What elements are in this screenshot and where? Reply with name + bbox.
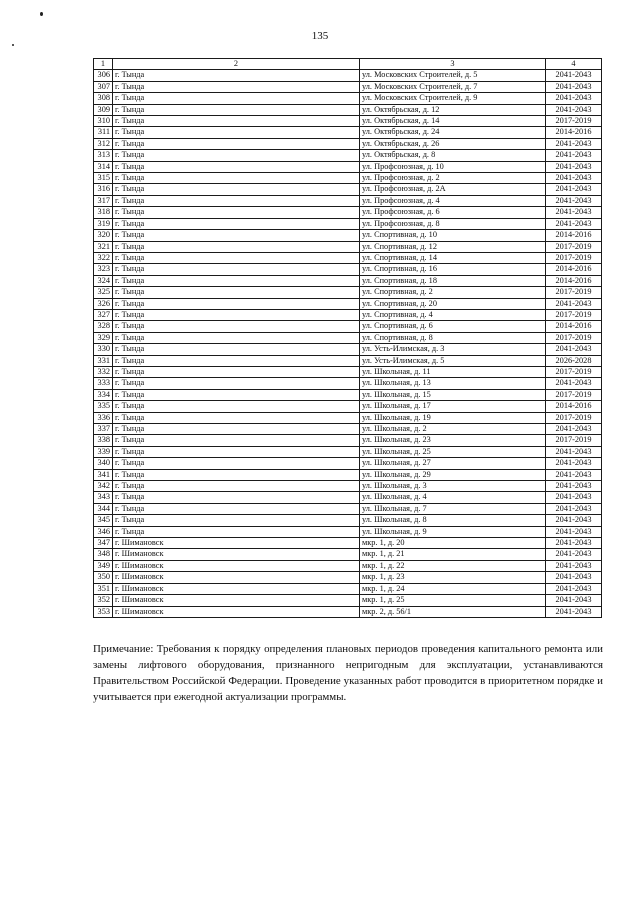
city-cell: г. Тында [113, 515, 360, 526]
address-cell: мкр. 1, д. 23 [360, 572, 546, 583]
city-cell: г. Шимановск [113, 549, 360, 560]
column-header: 1 [94, 59, 113, 70]
row-number-cell: 323 [94, 264, 113, 275]
row-number-cell: 341 [94, 469, 113, 480]
period-cell: 2041-2043 [546, 481, 602, 492]
city-cell: г. Тында [113, 321, 360, 332]
address-cell: ул. Школьная, д. 8 [360, 515, 546, 526]
table-row [94, 252, 602, 263]
table-row [94, 116, 602, 127]
address-cell: ул. Школьная, д. 19 [360, 412, 546, 423]
period-cell: 2041-2043 [546, 503, 602, 514]
city-cell: г. Шимановск [113, 583, 360, 594]
row-number-cell: 332 [94, 366, 113, 377]
row-number-cell: 334 [94, 389, 113, 400]
table-row [94, 184, 602, 195]
city-cell: г. Шимановск [113, 595, 360, 606]
address-cell: ул. Октябрьская, д. 12 [360, 104, 546, 115]
period-cell: 2041-2043 [546, 207, 602, 218]
address-cell: ул. Спортивная, д. 6 [360, 321, 546, 332]
address-cell: мкр. 1, д. 20 [360, 538, 546, 549]
table-row [94, 538, 602, 549]
city-cell: г. Тында [113, 446, 360, 457]
period-cell: 2041-2043 [546, 378, 602, 389]
address-cell: ул. Школьная, д. 13 [360, 378, 546, 389]
address-cell: ул. Спортивная, д. 14 [360, 252, 546, 263]
row-number-cell: 333 [94, 378, 113, 389]
period-cell: 2041-2043 [546, 446, 602, 457]
period-cell: 2017-2019 [546, 241, 602, 252]
address-cell: ул. Школьная, д. 17 [360, 401, 546, 412]
table-row [94, 583, 602, 594]
row-number-cell: 308 [94, 93, 113, 104]
period-cell: 2041-2043 [546, 344, 602, 355]
row-number-cell: 352 [94, 595, 113, 606]
address-cell: ул. Октябрьская, д. 26 [360, 138, 546, 149]
table-row [94, 389, 602, 400]
table-row [94, 458, 602, 469]
table-row [94, 412, 602, 423]
address-cell: ул. Школьная, д. 4 [360, 492, 546, 503]
city-cell: г. Тында [113, 401, 360, 412]
row-number-cell: 345 [94, 515, 113, 526]
period-cell: 2017-2019 [546, 116, 602, 127]
city-cell: г. Тында [113, 252, 360, 263]
table-row [94, 138, 602, 149]
scan-speck [40, 12, 43, 16]
address-cell: ул. Профсоюзная, д. 10 [360, 161, 546, 172]
row-number-cell: 347 [94, 538, 113, 549]
city-cell: г. Тында [113, 218, 360, 229]
city-cell: г. Шимановск [113, 538, 360, 549]
address-cell: ул. Школьная, д. 23 [360, 435, 546, 446]
row-number-cell: 353 [94, 606, 113, 617]
table-row [94, 127, 602, 138]
address-cell: ул. Спортивная, д. 10 [360, 230, 546, 241]
table-row [94, 241, 602, 252]
table-row [94, 309, 602, 320]
period-cell: 2041-2043 [546, 298, 602, 309]
address-cell: ул. Спортивная, д. 4 [360, 309, 546, 320]
city-cell: г. Тында [113, 355, 360, 366]
period-cell: 2041-2043 [546, 583, 602, 594]
address-cell: ул. Школьная, д. 3 [360, 481, 546, 492]
period-cell: 2041-2043 [546, 595, 602, 606]
table-header-row [94, 59, 602, 70]
table-row [94, 401, 602, 412]
city-cell: г. Тында [113, 184, 360, 195]
address-cell: ул. Школьная, д. 2 [360, 424, 546, 435]
city-cell: г. Тында [113, 195, 360, 206]
address-cell: мкр. 1, д. 22 [360, 560, 546, 571]
row-number-cell: 351 [94, 583, 113, 594]
address-cell: ул. Октябрьская, д. 8 [360, 150, 546, 161]
row-number-cell: 326 [94, 298, 113, 309]
period-cell: 2041-2043 [546, 492, 602, 503]
period-cell: 2041-2043 [546, 70, 602, 81]
period-cell: 2026-2028 [546, 355, 602, 366]
period-cell: 2014-2016 [546, 230, 602, 241]
table-row [94, 378, 602, 389]
period-cell: 2014-2016 [546, 401, 602, 412]
row-number-cell: 338 [94, 435, 113, 446]
period-cell: 2041-2043 [546, 458, 602, 469]
period-cell: 2041-2043 [546, 606, 602, 617]
address-cell: ул. Школьная, д. 9 [360, 526, 546, 537]
period-cell: 2041-2043 [546, 572, 602, 583]
period-cell: 2017-2019 [546, 389, 602, 400]
city-cell: г. Шимановск [113, 606, 360, 617]
housing-registry-table [93, 58, 602, 618]
city-cell: г. Тында [113, 264, 360, 275]
row-number-cell: 307 [94, 81, 113, 92]
period-cell: 2017-2019 [546, 366, 602, 377]
row-number-cell: 306 [94, 70, 113, 81]
period-cell: 2041-2043 [546, 560, 602, 571]
period-cell: 2041-2043 [546, 138, 602, 149]
row-number-cell: 314 [94, 161, 113, 172]
period-cell: 2041-2043 [546, 104, 602, 115]
city-cell: г. Тында [113, 344, 360, 355]
city-cell: г. Тында [113, 127, 360, 138]
address-cell: ул. Московских Строителей, д. 5 [360, 70, 546, 81]
table-row [94, 264, 602, 275]
city-cell: г. Тында [113, 503, 360, 514]
city-cell: г. Тында [113, 481, 360, 492]
period-cell: 2041-2043 [546, 515, 602, 526]
table-row [94, 515, 602, 526]
row-number-cell: 325 [94, 287, 113, 298]
city-cell: г. Тында [113, 138, 360, 149]
row-number-cell: 344 [94, 503, 113, 514]
city-cell: г. Тында [113, 309, 360, 320]
address-cell: ул. Школьная, д. 25 [360, 446, 546, 457]
address-cell: ул. Спортивная, д. 20 [360, 298, 546, 309]
table-row [94, 446, 602, 457]
address-cell: ул. Спортивная, д. 2 [360, 287, 546, 298]
address-cell: ул. Октябрьская, д. 14 [360, 116, 546, 127]
row-number-cell: 319 [94, 218, 113, 229]
row-number-cell: 340 [94, 458, 113, 469]
row-number-cell: 321 [94, 241, 113, 252]
row-number-cell: 342 [94, 481, 113, 492]
city-cell: г. Шимановск [113, 560, 360, 571]
table-row [94, 81, 602, 92]
address-cell: ул. Школьная, д. 7 [360, 503, 546, 514]
address-cell: ул. Школьная, д. 11 [360, 366, 546, 377]
address-cell: ул. Профсоюзная, д. 2А [360, 184, 546, 195]
row-number-cell: 343 [94, 492, 113, 503]
table-row [94, 549, 602, 560]
period-cell: 2017-2019 [546, 332, 602, 343]
address-cell: мкр. 1, д. 24 [360, 583, 546, 594]
row-number-cell: 331 [94, 355, 113, 366]
row-number-cell: 311 [94, 127, 113, 138]
city-cell: г. Тында [113, 412, 360, 423]
address-cell: ул. Спортивная, д. 18 [360, 275, 546, 286]
footnote-paragraph: Примечание: Требования к порядку определения плановых периодов проведения капитального ремонта или замены лифтового оборудования, признанного непригодным для эксплуатации, устанавливаются Правительством Российской Федерации. Проведение указанных работ проводится в приоритетном порядке и учитывается при ежегодной актуализации программы. [93, 642, 603, 703]
row-number-cell: 312 [94, 138, 113, 149]
row-number-cell: 313 [94, 150, 113, 161]
table-row [94, 218, 602, 229]
city-cell: г. Тында [113, 298, 360, 309]
table-row [94, 230, 602, 241]
table-row [94, 173, 602, 184]
column-header: 2 [113, 59, 360, 70]
period-cell: 2041-2043 [546, 195, 602, 206]
table-row [94, 355, 602, 366]
city-cell: г. Тында [113, 173, 360, 184]
city-cell: г. Тында [113, 287, 360, 298]
city-cell: г. Тында [113, 492, 360, 503]
city-cell: г. Тында [113, 526, 360, 537]
period-cell: 2041-2043 [546, 173, 602, 184]
period-cell: 2017-2019 [546, 287, 602, 298]
address-cell: мкр. 1, д. 21 [360, 549, 546, 560]
city-cell: г. Шимановск [113, 572, 360, 583]
table-row [94, 435, 602, 446]
city-cell: г. Тында [113, 241, 360, 252]
row-number-cell: 318 [94, 207, 113, 218]
period-cell: 2014-2016 [546, 321, 602, 332]
address-cell: ул. Московских Строителей, д. 9 [360, 93, 546, 104]
period-cell: 2017-2019 [546, 435, 602, 446]
row-number-cell: 324 [94, 275, 113, 286]
city-cell: г. Тында [113, 150, 360, 161]
address-cell: ул. Спортивная, д. 8 [360, 332, 546, 343]
address-cell: ул. Профсоюзная, д. 8 [360, 218, 546, 229]
address-cell: мкр. 2, д. 56/1 [360, 606, 546, 617]
row-number-cell: 336 [94, 412, 113, 423]
table-row [94, 560, 602, 571]
row-number-cell: 327 [94, 309, 113, 320]
scan-speck [12, 44, 14, 46]
table-row [94, 207, 602, 218]
table-row [94, 572, 602, 583]
table-row [94, 321, 602, 332]
row-number-cell: 335 [94, 401, 113, 412]
address-cell: ул. Московских Строителей, д. 7 [360, 81, 546, 92]
row-number-cell: 316 [94, 184, 113, 195]
table-row [94, 595, 602, 606]
city-cell: г. Тында [113, 116, 360, 127]
table-row [94, 481, 602, 492]
table-row [94, 298, 602, 309]
row-number-cell: 329 [94, 332, 113, 343]
period-cell: 2041-2043 [546, 184, 602, 195]
city-cell: г. Тында [113, 332, 360, 343]
table-row [94, 526, 602, 537]
address-cell: ул. Школьная, д. 27 [360, 458, 546, 469]
table-row [94, 503, 602, 514]
table-body [94, 70, 602, 618]
column-header: 4 [546, 59, 602, 70]
table-row [94, 93, 602, 104]
table-row [94, 469, 602, 480]
row-number-cell: 346 [94, 526, 113, 537]
row-number-cell: 350 [94, 572, 113, 583]
period-cell: 2041-2043 [546, 526, 602, 537]
row-number-cell: 320 [94, 230, 113, 241]
city-cell: г. Тында [113, 93, 360, 104]
table-row [94, 104, 602, 115]
table-row [94, 344, 602, 355]
address-cell: ул. Спортивная, д. 16 [360, 264, 546, 275]
table-row [94, 161, 602, 172]
period-cell: 2041-2043 [546, 161, 602, 172]
table-row [94, 492, 602, 503]
table-row [94, 287, 602, 298]
city-cell: г. Тында [113, 389, 360, 400]
table-row [94, 70, 602, 81]
city-cell: г. Тында [113, 424, 360, 435]
address-cell: ул. Усть-Илимская, д. 3 [360, 344, 546, 355]
address-cell: ул. Школьная, д. 29 [360, 469, 546, 480]
row-number-cell: 322 [94, 252, 113, 263]
row-number-cell: 328 [94, 321, 113, 332]
row-number-cell: 310 [94, 116, 113, 127]
address-cell: ул. Школьная, д. 15 [360, 389, 546, 400]
period-cell: 2041-2043 [546, 93, 602, 104]
city-cell: г. Тында [113, 469, 360, 480]
row-number-cell: 339 [94, 446, 113, 457]
city-cell: г. Тында [113, 458, 360, 469]
row-number-cell: 315 [94, 173, 113, 184]
table-row [94, 275, 602, 286]
city-cell: г. Тында [113, 435, 360, 446]
period-cell: 2014-2016 [546, 275, 602, 286]
table-row [94, 366, 602, 377]
address-cell: ул. Профсоюзная, д. 6 [360, 207, 546, 218]
period-cell: 2014-2016 [546, 264, 602, 275]
city-cell: г. Тында [113, 70, 360, 81]
table-row [94, 606, 602, 617]
city-cell: г. Тында [113, 230, 360, 241]
period-cell: 2041-2043 [546, 424, 602, 435]
period-cell: 2041-2043 [546, 549, 602, 560]
row-number-cell: 330 [94, 344, 113, 355]
address-cell: ул. Октябрьская, д. 24 [360, 127, 546, 138]
row-number-cell: 349 [94, 560, 113, 571]
period-cell: 2017-2019 [546, 412, 602, 423]
period-cell: 2017-2019 [546, 309, 602, 320]
city-cell: г. Тында [113, 207, 360, 218]
row-number-cell: 337 [94, 424, 113, 435]
period-cell: 2017-2019 [546, 252, 602, 263]
table-row [94, 150, 602, 161]
table-row [94, 195, 602, 206]
table-row [94, 424, 602, 435]
row-number-cell: 317 [94, 195, 113, 206]
row-number-cell: 309 [94, 104, 113, 115]
period-cell: 2014-2016 [546, 127, 602, 138]
period-cell: 2041-2043 [546, 81, 602, 92]
city-cell: г. Тында [113, 275, 360, 286]
city-cell: г. Тында [113, 81, 360, 92]
column-header: 3 [360, 59, 546, 70]
address-cell: ул. Усть-Илимская, д. 5 [360, 355, 546, 366]
page-number: 135 [311, 30, 329, 42]
table-row [94, 332, 602, 343]
row-number-cell: 348 [94, 549, 113, 560]
city-cell: г. Тында [113, 104, 360, 115]
period-cell: 2041-2043 [546, 218, 602, 229]
city-cell: г. Тында [113, 161, 360, 172]
period-cell: 2041-2043 [546, 150, 602, 161]
address-cell: мкр. 1, д. 25 [360, 595, 546, 606]
city-cell: г. Тында [113, 378, 360, 389]
address-cell: ул. Профсоюзная, д. 4 [360, 195, 546, 206]
address-cell: ул. Спортивная, д. 12 [360, 241, 546, 252]
period-cell: 2041-2043 [546, 538, 602, 549]
address-cell: ул. Профсоюзная, д. 2 [360, 173, 546, 184]
city-cell: г. Тында [113, 366, 360, 377]
period-cell: 2041-2043 [546, 469, 602, 480]
